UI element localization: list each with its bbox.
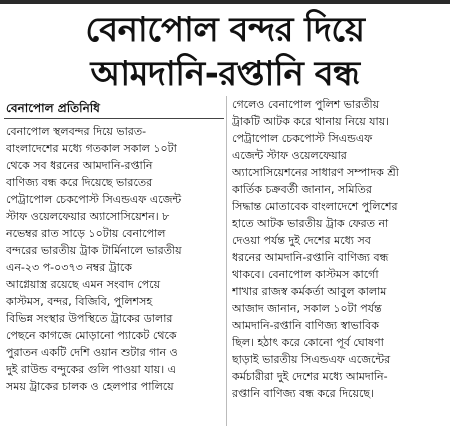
body-text-line: অ্যাসোসিয়েশনের সাধারণ সম্পাদক শ্রী (232, 166, 399, 179)
body-text-line: ছিল। হঠাৎ করে কোনো পূর্ব ঘোষণা (232, 336, 384, 349)
body-text-line: শাখার রাজস্ব কর্মকর্তা আবুল কালাম (232, 285, 387, 298)
column-divider (226, 96, 227, 426)
body-text-line: স্টাফ ওয়েলফেয়ার অ্যাসোসিয়েশন। ৮ (6, 210, 170, 223)
body-text-line: ধরনের আমদানি-রপ্তানি বাণিজ্য বন্ধ (232, 251, 389, 264)
body-text-line: এন-২৩ প-০৩৭৩ নম্বর ট্রাকে (6, 261, 132, 274)
body-text-line: হাতে আটক ভারতীয় ট্রাক ফেরত না (232, 217, 389, 230)
body-text-line: বাণিজ্য বন্ধ করে দিয়েছে ভারতের (6, 176, 153, 189)
left-column (6, 123, 222, 395)
body-text-line: কাস্টমস, বন্দর, বিজিবি, পুলিশসহ (6, 295, 153, 308)
body-text-line: ছাড়াই ভারতীয় সিএন্ডএফ এজেন্টের (232, 353, 391, 366)
body-text-line: দেওয়া পর্যন্ত দুই দেশের মধ্যে সব (232, 234, 371, 247)
body-text-line: থাকবে। বেনাপোল কাস্টমস কার্গো (232, 268, 379, 281)
headline-line-2: আমদানি-রপ্তানি বন্ধ (90, 54, 360, 94)
body-text-line: কার্তিক চক্রবর্তী জানান, সমিতির (232, 183, 372, 196)
body-text-line: সময় ট্রাকের চালক ও হেলপার পালিয়ে (6, 380, 174, 393)
byline: বেনাপোল প্রতিনিধি (6, 101, 100, 115)
body-text-line: বিভিন্ন সংস্থার উপস্থিতে ট্রাকের ডালার (6, 312, 173, 325)
body-text-line: আগ্নেয়াস্ত্র রয়েছে এমন সংবাদ পেয়ে (6, 278, 161, 291)
top-rule (0, 0, 450, 4)
body-text-line: পেট্রাপোল চেকপোস্ট সিএন্ডএফ (232, 132, 373, 145)
right-column (232, 96, 448, 402)
body-text-line: বেনাপোল স্থলবন্দর দিয়ে ভারত- (6, 125, 147, 138)
body-text-line: বন্দরের ভারতীয় ট্রাক টার্মিনালে ভারতীয় (6, 244, 182, 257)
body-text-line: পুরাতন একটি দেশি ওয়ান শুটার গান ও (6, 346, 178, 359)
body-text-line: আজাদ জানান, সকাল ১০টা পর্যন্ত (232, 302, 382, 315)
body-text-line: পেট্রাপোল চেকপোস্ট সিএন্ডএফ এজেন্ট (6, 193, 182, 206)
body-text-line: সিদ্ধান্ত মোতাবেক বাংলাদেশে পুলিশের (232, 200, 398, 213)
body-text-line: নভেম্বর রাত সাড়ে ১০টায় বেনাপোল (6, 227, 166, 240)
body-text-line: বাংলাদেশের মধ্যে গতকাল সকাল ১০টা (6, 142, 177, 155)
body-text-line: ট্রাকটি আটক করে থানায় নিয়ে যায়। (232, 115, 390, 128)
body-text-line: এজেন্ট স্টাফ ওয়েলফেয়ার (232, 149, 347, 162)
body-text-line: আমদানি-রপ্তানি বাণিজ্য স্বাভাবিক (232, 319, 379, 332)
body-text-line: পেছনে কাগজে মোড়ানো প্যাকেট থেকে (6, 329, 177, 342)
body-text-line: কর্মচারীরা দুই দেশের মধ্যে আমদানি- (232, 370, 388, 383)
body-text-line: রপ্তানি বাণিজ্য বন্ধ করে দিয়েছে। (232, 387, 374, 400)
body-text-line: দুই রাউন্ড বন্দুকের গুলি পাওয়া যায়। এ (6, 363, 177, 376)
body-text-line: গেলেও বেনাপোল পুলিশ ভারতীয় (232, 98, 380, 111)
headline-line-1: বেনাপোল বন্দর দিয়ে (85, 10, 365, 50)
body-text-line: থেকে সব ধরনের আমদানি-রপ্তানি (6, 159, 153, 172)
